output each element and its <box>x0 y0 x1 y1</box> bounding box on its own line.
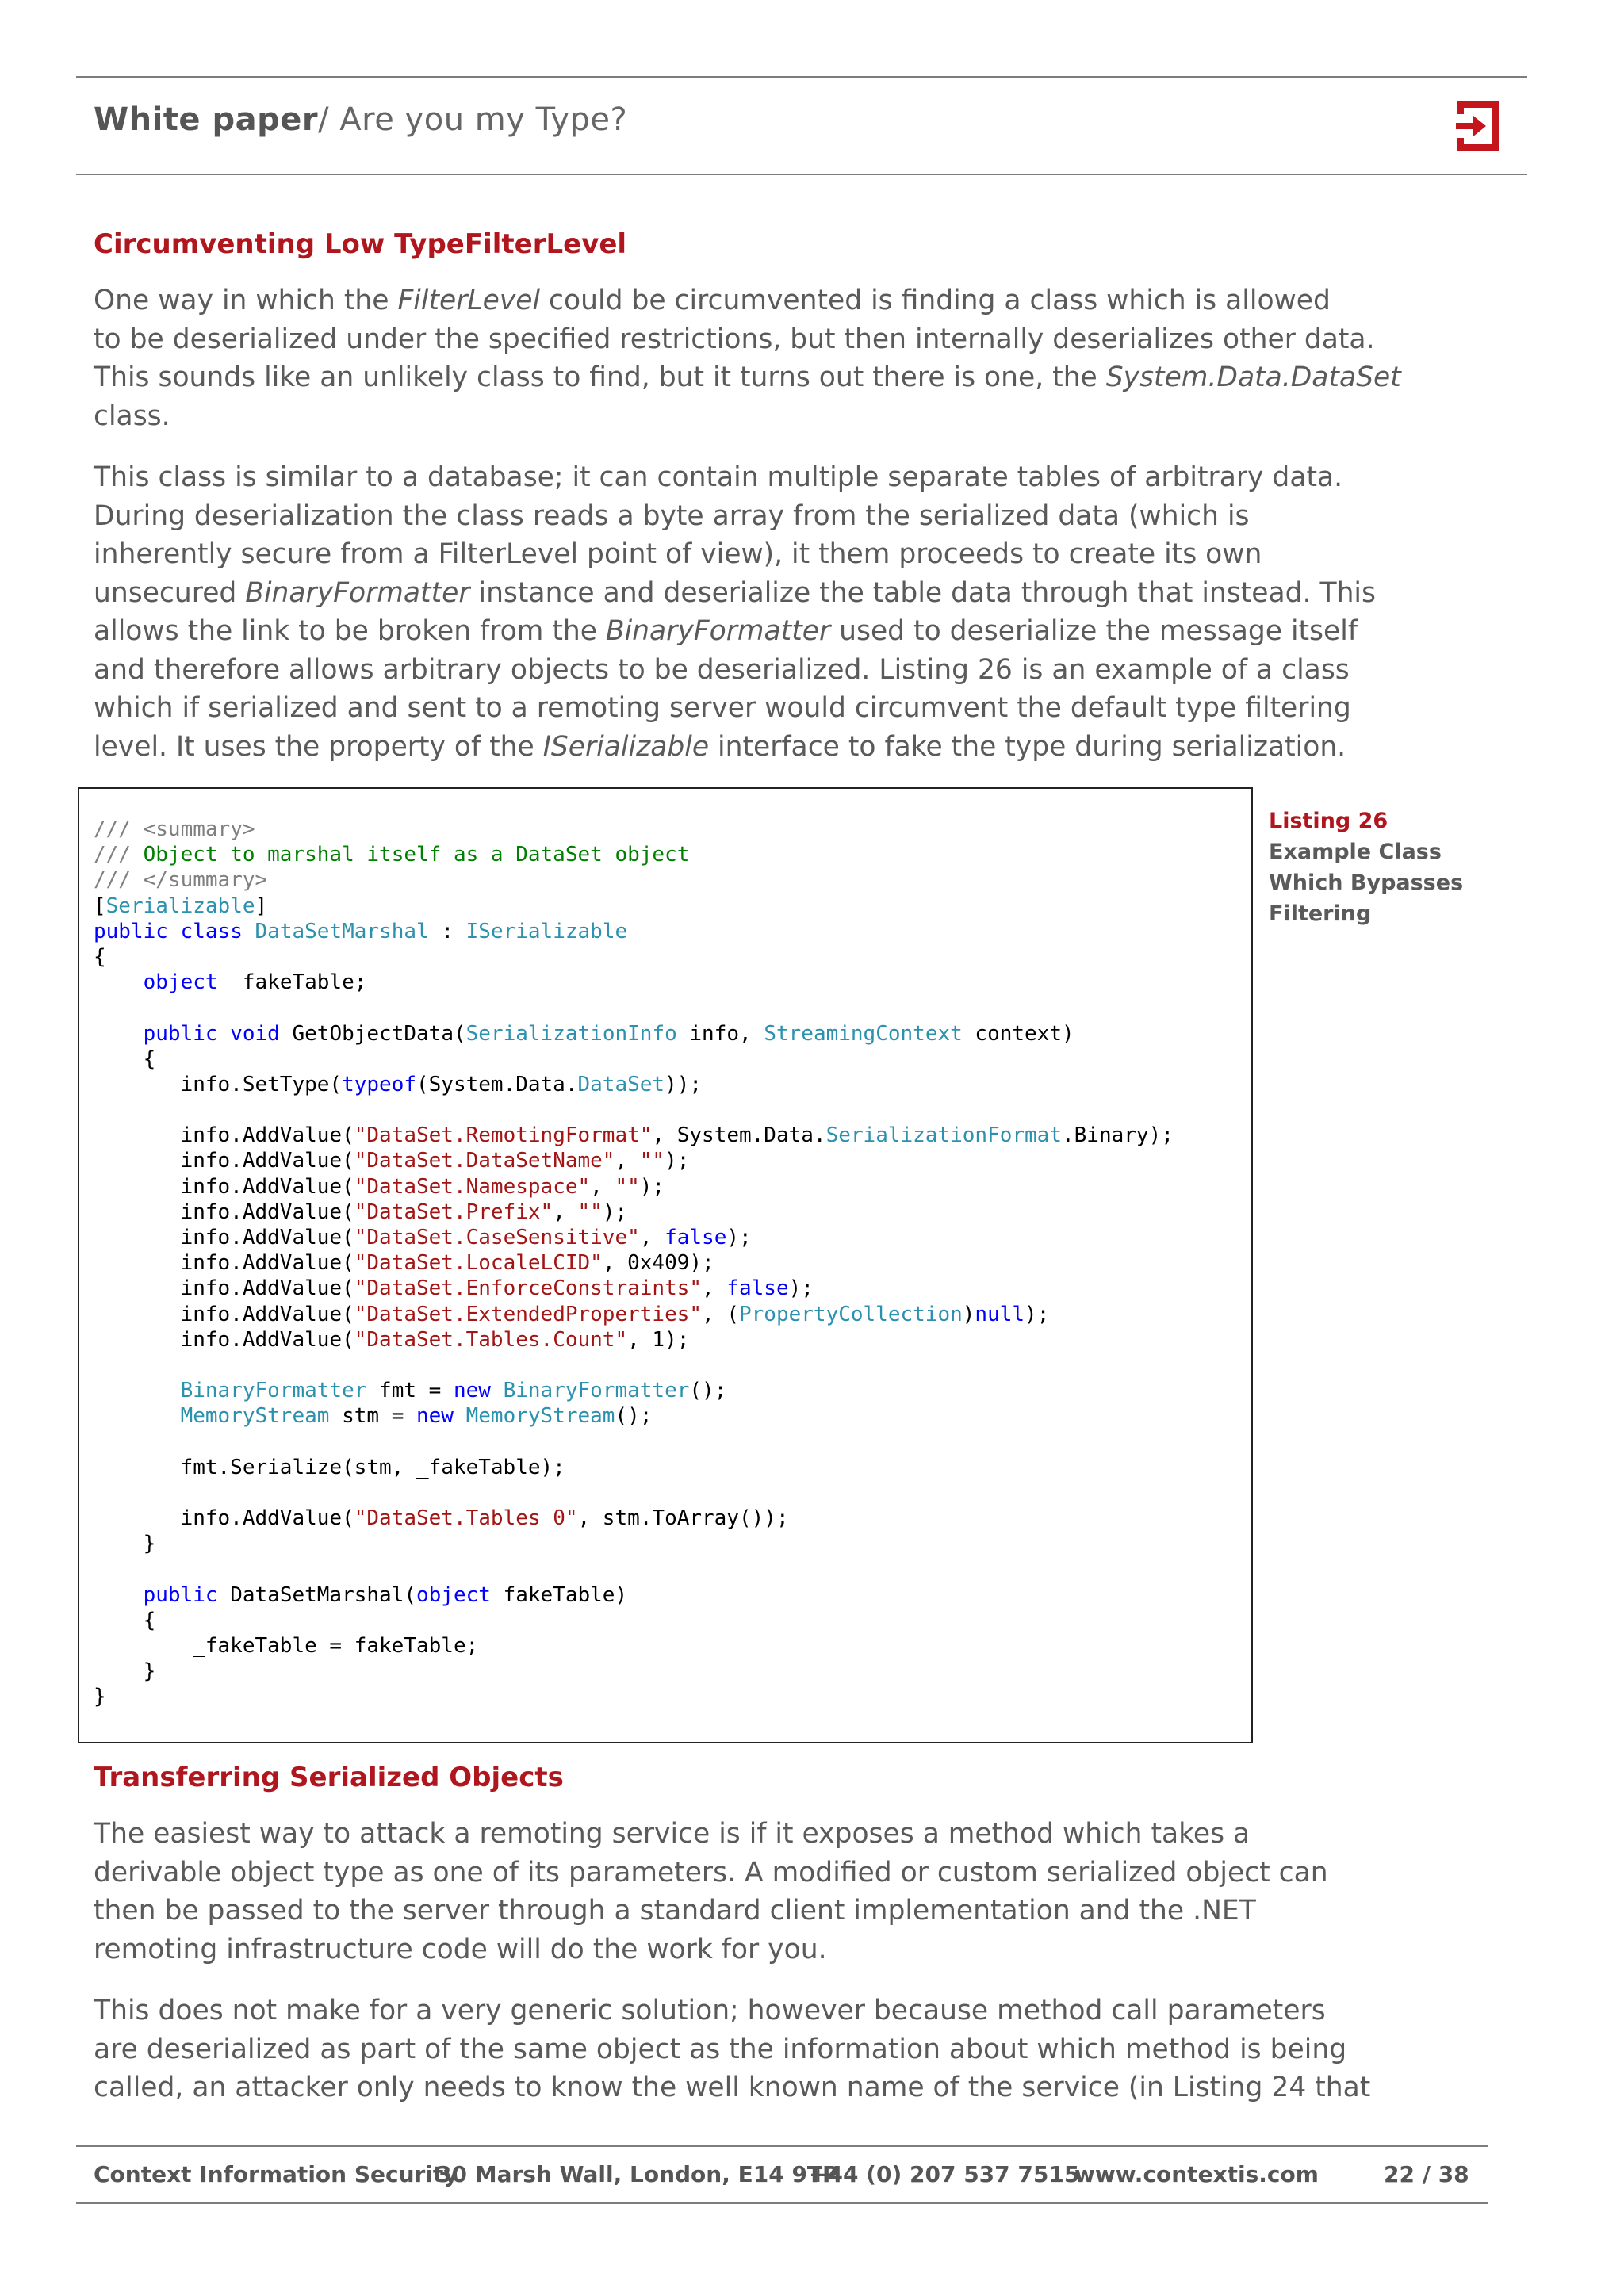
paragraph-line: to be deserialized under the specified restrictions, but then internally deserializes other data. <box>94 323 1375 355</box>
paragraph-line: remoting infrastructure code will do the work for you. <box>94 1933 827 1965</box>
code-line <box>94 995 1174 1020</box>
code-token: SerializationInfo <box>465 1021 677 1046</box>
code-token: <summary> <box>143 817 255 841</box>
listing-caption-line: Which Bypasses <box>1269 871 1464 895</box>
code-token: /// <box>94 843 144 867</box>
code-token: stm = <box>329 1404 416 1429</box>
code-line <box>94 1047 1174 1072</box>
section-title-transferring: Transferring Serialized Objects <box>94 1762 564 1793</box>
exit-arrow-icon <box>1453 98 1503 154</box>
listing-caption-line: Example Class <box>1269 840 1442 864</box>
footer-phone: +44 (0) 207 537 7515 <box>809 2161 1080 2187</box>
code-token <box>168 920 181 943</box>
code-token <box>491 1379 504 1402</box>
code-token: _fakeTable = fakeTable; <box>94 1634 479 1658</box>
code-token: , ( <box>702 1302 739 1326</box>
code-token: info.AddValue( <box>94 1200 354 1224</box>
code-token: new <box>416 1404 454 1429</box>
code-token: , 1); <box>627 1327 690 1352</box>
code-line <box>94 1506 1174 1531</box>
code-token: } <box>94 1685 106 1709</box>
code-line <box>94 1378 1174 1403</box>
code-token <box>243 920 255 943</box>
code-listing <box>94 817 1174 1710</box>
code-token <box>94 1379 181 1402</box>
header-title-light: / Are you my Type? <box>318 101 628 138</box>
code-line <box>94 1276 1174 1301</box>
code-token <box>94 1022 144 1046</box>
paragraph-2 <box>94 458 1376 766</box>
code-line <box>94 842 1174 867</box>
listing-caption <box>1269 806 1463 929</box>
paragraph-3 <box>94 1815 1331 1969</box>
code-token: } <box>94 1659 156 1684</box>
code-token: info.AddValue( <box>94 1251 354 1276</box>
code-token: info.SetType( <box>94 1072 343 1096</box>
code-token: "DataSet.Tables.Count" <box>354 1327 628 1352</box>
code-token: ); <box>665 1149 690 1173</box>
code-token: "DataSet.CaseSensitive" <box>354 1226 640 1249</box>
code-token: ); <box>788 1276 814 1301</box>
code-line <box>94 1327 1174 1353</box>
code-token: info.AddValue( <box>94 1123 354 1148</box>
paragraph-line: and therefore allows arbitrary objects to be deserialized. Listing 26 is an example of a class <box>94 653 1350 686</box>
code-token: typeof <box>342 1072 416 1096</box>
code-token: "DataSet.RemotingFormat" <box>354 1123 653 1148</box>
code-token: (System.Data. <box>416 1072 578 1096</box>
listing-number: Listing 26 <box>1269 809 1388 833</box>
code-token: ); <box>602 1200 628 1224</box>
code-token: , System.Data. <box>652 1123 826 1148</box>
paragraph-line: unsecured BinaryFormatter instance and deserialize the table data through that instead. This <box>94 576 1376 609</box>
code-token: _fakeTable; <box>217 970 367 995</box>
code-token: object <box>143 970 218 995</box>
code-line <box>94 1556 1174 1582</box>
paragraph-line: called, an attacker only needs to know the well known name of the service (in Listing 24 that <box>94 2072 1371 2103</box>
code-line <box>94 1225 1174 1250</box>
code-token: MemoryStream <box>465 1404 615 1429</box>
code-token: info.AddValue( <box>94 1174 354 1199</box>
code-token: fakeTable) <box>490 1582 628 1607</box>
code-token: ); <box>1025 1302 1050 1326</box>
footer-page-number: 22 / 38 <box>1384 2161 1469 2187</box>
code-token: context) <box>962 1021 1074 1046</box>
code-token: info.AddValue( <box>94 1276 354 1301</box>
code-token: "" <box>639 1149 665 1173</box>
code-line <box>94 817 1174 842</box>
code-line <box>94 1455 1174 1480</box>
code-line <box>94 1072 1174 1097</box>
code-token: "DataSet.EnforceConstraints" <box>354 1276 703 1301</box>
paragraph-line: During deserialization the class reads a byte array from the serialized data (which is <box>94 499 1250 532</box>
code-token: void <box>230 1021 280 1046</box>
code-token: (); <box>615 1404 653 1429</box>
code-line <box>94 944 1174 970</box>
paragraph-line: This sounds like an unlikely class to find, but it turns out there is one, the System.Data.DataSet <box>94 362 1401 393</box>
code-token <box>94 970 144 994</box>
code-token: "DataSet.ExtendedProperties" <box>354 1302 703 1326</box>
code-token: </summary> <box>143 868 268 893</box>
code-token: , 0x409); <box>602 1251 714 1276</box>
code-line <box>94 1608 1174 1633</box>
code-token <box>94 1404 181 1428</box>
code-token: public <box>94 919 168 943</box>
code-token: info.AddValue( <box>94 1327 354 1352</box>
code-token: } <box>94 1532 156 1556</box>
code-line <box>94 919 1174 944</box>
code-token: "DataSet.Tables_0" <box>354 1506 578 1531</box>
section-title-circumventing: Circumventing Low TypeFilterLevel <box>94 228 627 260</box>
code-line <box>94 1250 1174 1276</box>
code-line <box>94 1123 1174 1148</box>
footer-rule-bottom <box>76 2202 1488 2204</box>
code-token: BinaryFormatter <box>180 1379 367 1403</box>
code-line <box>94 1531 1174 1556</box>
code-token: PropertyCollection <box>739 1302 963 1326</box>
code-token: new <box>453 1379 491 1403</box>
footer-rule-top <box>76 2145 1488 2147</box>
code-token: false <box>726 1276 789 1301</box>
code-token: "DataSet.Namespace" <box>354 1174 591 1199</box>
code-token: /// <box>94 817 144 841</box>
code-token: , <box>615 1149 640 1173</box>
code-token <box>94 1583 144 1607</box>
paragraph-1 <box>94 281 1401 435</box>
paragraph-line: This class is similar to a database; it can contain multiple separate tables of arbitrary data. <box>94 461 1343 493</box>
paragraph-line: are deserialized as part of the same object as the information about which method is being <box>94 2033 1347 2065</box>
paragraph-line: then be passed to the server through a standard client implementation and the .NET <box>94 1895 1256 1927</box>
code-line <box>94 1403 1174 1429</box>
code-token: , <box>639 1226 665 1249</box>
code-line <box>94 970 1174 995</box>
paragraph-line: This does not make for a very generic solution; however because method call parameters <box>94 1995 1326 2026</box>
code-token: info.AddValue( <box>94 1506 354 1531</box>
code-token: null <box>975 1302 1025 1326</box>
code-token: SerializationFormat <box>825 1123 1062 1148</box>
code-token: (); <box>689 1379 727 1403</box>
paragraph-line: allows the link to be broken from the BinaryFormatter used to deserialize the message itself <box>94 615 1358 647</box>
code-line <box>94 1174 1174 1200</box>
code-token: DataSetMarshal <box>255 919 429 943</box>
top-rule <box>76 76 1527 78</box>
code-token: false <box>665 1226 727 1249</box>
code-line <box>94 1353 1174 1378</box>
code-line <box>94 1148 1174 1173</box>
paragraph-line: One way in which the FilterLevel could be circumvented is finding a class which is allowed <box>94 285 1331 316</box>
code-token: { <box>94 1608 156 1632</box>
code-line <box>94 1429 1174 1455</box>
code-line <box>94 1021 1174 1047</box>
code-line <box>94 1480 1174 1506</box>
code-token: , <box>553 1200 578 1224</box>
code-token: , <box>702 1276 727 1301</box>
code-token: : <box>428 919 466 943</box>
paragraph-line: level. It uses the property of the ISerializable interface to fake the type during serialization. <box>94 730 1346 763</box>
code-token: , stm.ToArray()); <box>577 1506 789 1531</box>
code-token: "DataSet.LocaleLCID" <box>354 1251 603 1276</box>
code-token: "" <box>615 1174 640 1199</box>
paragraph-line: class. <box>94 400 170 432</box>
code-token: DataSet <box>577 1072 665 1096</box>
code-token: BinaryFormatter <box>503 1379 690 1403</box>
code-token: "DataSet.DataSetName" <box>354 1149 615 1173</box>
paragraph-line: which if serialized and sent to a remoting server would circumvent the default type filtering <box>94 692 1351 724</box>
code-token: )); <box>665 1072 703 1096</box>
code-token: ISerializable <box>465 919 628 943</box>
code-token <box>454 1404 466 1428</box>
code-token: "" <box>577 1200 603 1224</box>
code-token: , <box>590 1174 615 1199</box>
paragraph-4 <box>94 1992 1371 2107</box>
code-token: ); <box>639 1174 665 1199</box>
code-token: { <box>94 1047 156 1071</box>
code-line <box>94 894 1174 919</box>
code-token: object <box>416 1582 491 1607</box>
page-header <box>94 101 627 138</box>
code-token: GetObjectData( <box>279 1021 466 1046</box>
code-token: DataSetMarshal( <box>217 1582 416 1607</box>
header-title-strong: White paper <box>94 101 319 138</box>
code-token: info.AddValue( <box>94 1302 354 1326</box>
code-token: StreamingContext <box>764 1021 963 1046</box>
header-rule <box>76 174 1527 175</box>
code-token: fmt = <box>366 1379 454 1403</box>
code-token: .Binary); <box>1062 1123 1174 1148</box>
code-token: info.AddValue( <box>94 1149 354 1173</box>
listing-caption-line: Filtering <box>1269 901 1372 926</box>
footer-company: Context Information Security <box>94 2161 458 2187</box>
code-token: public <box>143 1582 218 1607</box>
code-line <box>94 1200 1174 1225</box>
code-token: MemoryStream <box>180 1404 330 1429</box>
paragraph-line: inherently secure from a FilterLevel point of view), it them proceeds to create its own <box>94 538 1262 570</box>
code-token: class <box>180 919 243 943</box>
code-line <box>94 1302 1174 1327</box>
code-token: ); <box>726 1226 752 1249</box>
code-line <box>94 1582 1174 1608</box>
code-token: Object to marshal itself as a DataSet object <box>143 843 690 867</box>
code-line <box>94 1684 1174 1709</box>
code-token: ] <box>255 894 268 918</box>
code-line <box>94 867 1174 893</box>
code-token: ) <box>962 1302 975 1326</box>
paragraph-line: derivable object type as one of its parameters. A modified or custom serialized object can <box>94 1856 1328 1888</box>
code-token: public <box>143 1021 218 1046</box>
code-token: info.AddValue( <box>94 1226 354 1249</box>
code-line <box>94 1659 1174 1684</box>
code-token <box>218 1022 231 1046</box>
code-token: Serializable <box>105 894 255 918</box>
code-token: "DataSet.Prefix" <box>354 1200 553 1224</box>
code-token: info, <box>676 1021 764 1046</box>
code-token: { <box>94 944 106 969</box>
footer-website[interactable]: www.contextis.com <box>1074 2161 1319 2187</box>
code-line <box>94 1633 1174 1659</box>
code-token: [ <box>94 894 106 918</box>
code-token: /// <box>94 868 144 893</box>
code-line <box>94 1097 1174 1123</box>
footer-address: 30 Marsh Wall, London, E14 9TP <box>436 2161 839 2187</box>
code-token: fmt.Serialize(stm, _fakeTable); <box>94 1455 565 1479</box>
paragraph-line: The easiest way to attack a remoting service is if it exposes a method which takes a <box>94 1818 1251 1850</box>
